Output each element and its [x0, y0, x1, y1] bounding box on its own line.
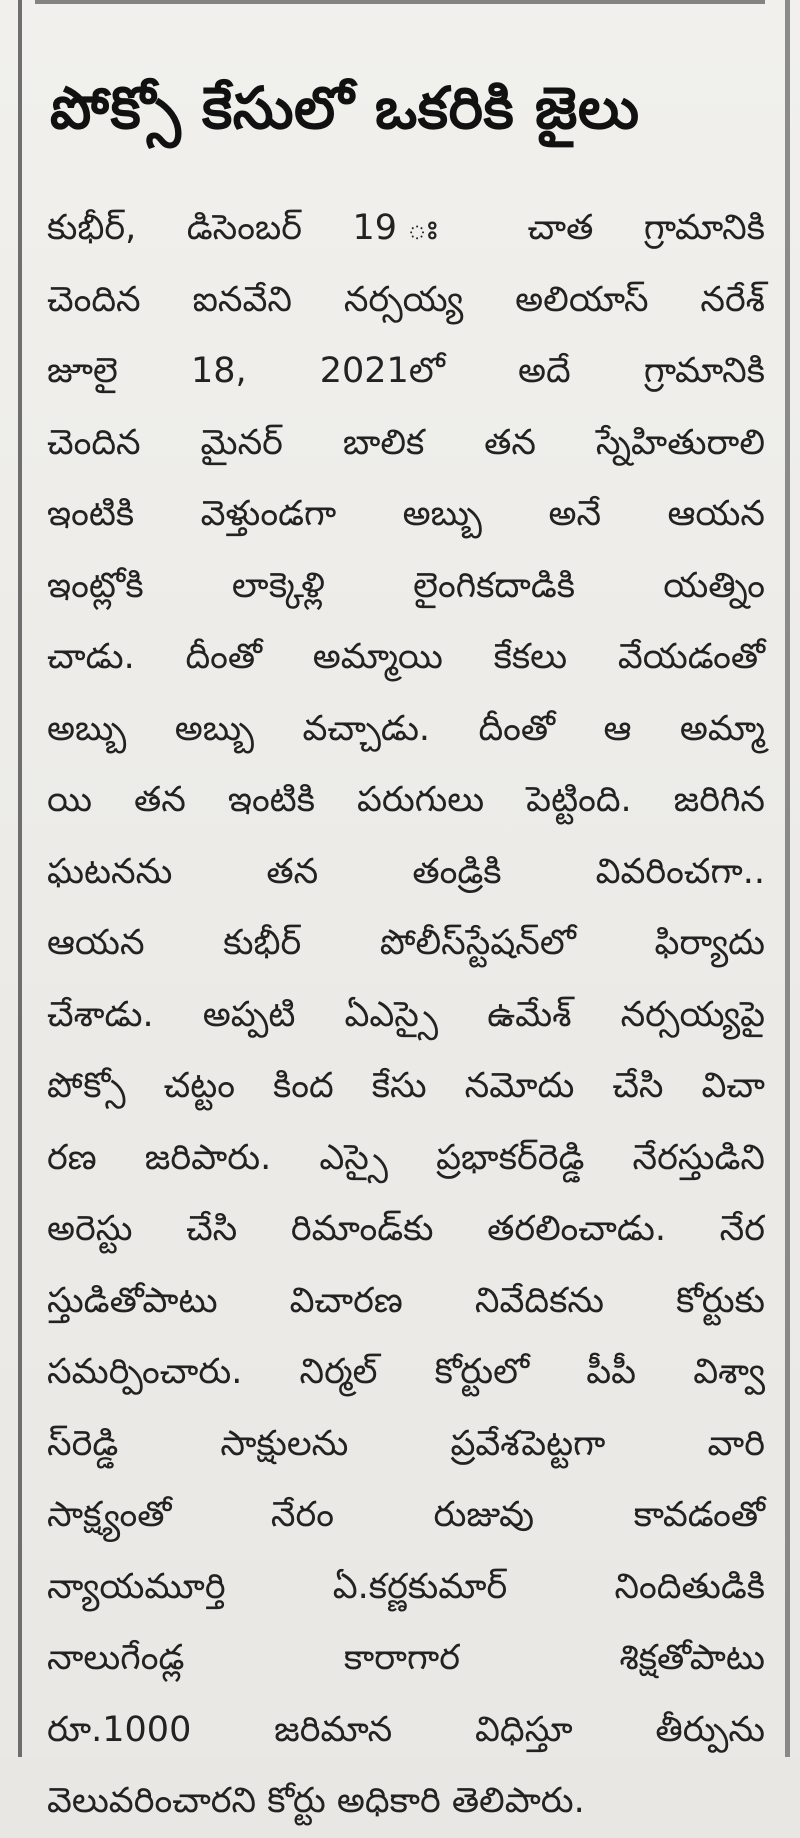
- article-line: చాడు. దీంతో అమ్మాయి కేకలు వేయడంతో: [47, 637, 765, 677]
- top-border-rule: [35, 0, 765, 16]
- article-line: చెందిన మైనర్ బాలిక తన స్నేహితురాలి: [47, 422, 765, 463]
- article-line: అబ్బు అబ్బు వచ్చాడు. దీంతో ఆ అమ్మా: [47, 708, 765, 749]
- article-line: జూలై 18, 2021లో అదే గ్రామానికి: [47, 351, 765, 391]
- article-line: యి తన ఇంటికి పరుగులు పెట్టింది. జరిగిన: [47, 780, 765, 820]
- article-line: స్తుడితోపాటు విచారణ నివేదికను కోర్టుకు: [47, 1280, 765, 1321]
- article-line: వెలువరించారని కోర్టు అధికారి తెలిపారు.: [47, 1781, 585, 1821]
- article-line: పోక్సో చట్టం కింద కేసు నమోదు చేసి విచా: [47, 1066, 765, 1106]
- article-line: ఘటనను తన తండ్రికి వివరించగా..: [47, 851, 765, 892]
- article-line: చెందిన ఐనవేని నర్సయ్య అలియాస్ నరేశ్: [47, 279, 765, 320]
- headline: పోక్సో కేసులో ఒకరికి జైలు: [50, 74, 640, 142]
- article-line: అరెస్టు చేసి రిమాండ్‌కు తరలించాడు. నేర: [47, 1209, 765, 1249]
- article-line: నాలుగేండ్ల కారాగార శిక్షతోపాటు: [47, 1638, 765, 1678]
- article-line: సాక్ష్యంతో నేరం రుజువు కావడంతో: [47, 1495, 765, 1535]
- article-line: చేశాడు. అప్పటి ఏఎస్సై ఉమేశ్ నర్సయ్యపై: [47, 994, 765, 1035]
- article-line: రణ జరిపారు. ఎస్సై ప్రభాకర్‌రెడ్డి నేరస్తుడిని: [47, 1137, 765, 1178]
- article-line: ఇంట్లోకి లాక్కెళ్లి లైంగికదాడికి యత్నిం: [47, 565, 765, 606]
- left-column-rule: [18, 0, 22, 1757]
- article-line: కుభీర్, డిసెంబర్ 19 ః చాత గ్రామానికి: [47, 208, 765, 248]
- article-line: స్‌రెడ్డి సాక్షులను ప్రవేశపెట్టగా వారి: [47, 1423, 765, 1464]
- article-line: ఇంటికి వెళ్తుండగా అబ్బు అనే ఆయన: [47, 494, 765, 534]
- article-line: ఆయన కుభీర్ పోలీస్‌స్టేషన్‌లో ఫిర్యాదు: [47, 923, 765, 963]
- article-body: [47, 193, 765, 1838]
- article-line: రూ.1000 జరిమాన విధిస్తూ తీర్పును: [47, 1709, 765, 1750]
- right-column-rule: [785, 0, 790, 1757]
- article-line: న్యాయమూర్తి ఏ.కర్ణకుమార్ నిందితుడికి: [47, 1566, 765, 1607]
- article-line: సమర్పించారు. నిర్మల్ కోర్టులో పీపీ విశ్వా: [47, 1352, 765, 1392]
